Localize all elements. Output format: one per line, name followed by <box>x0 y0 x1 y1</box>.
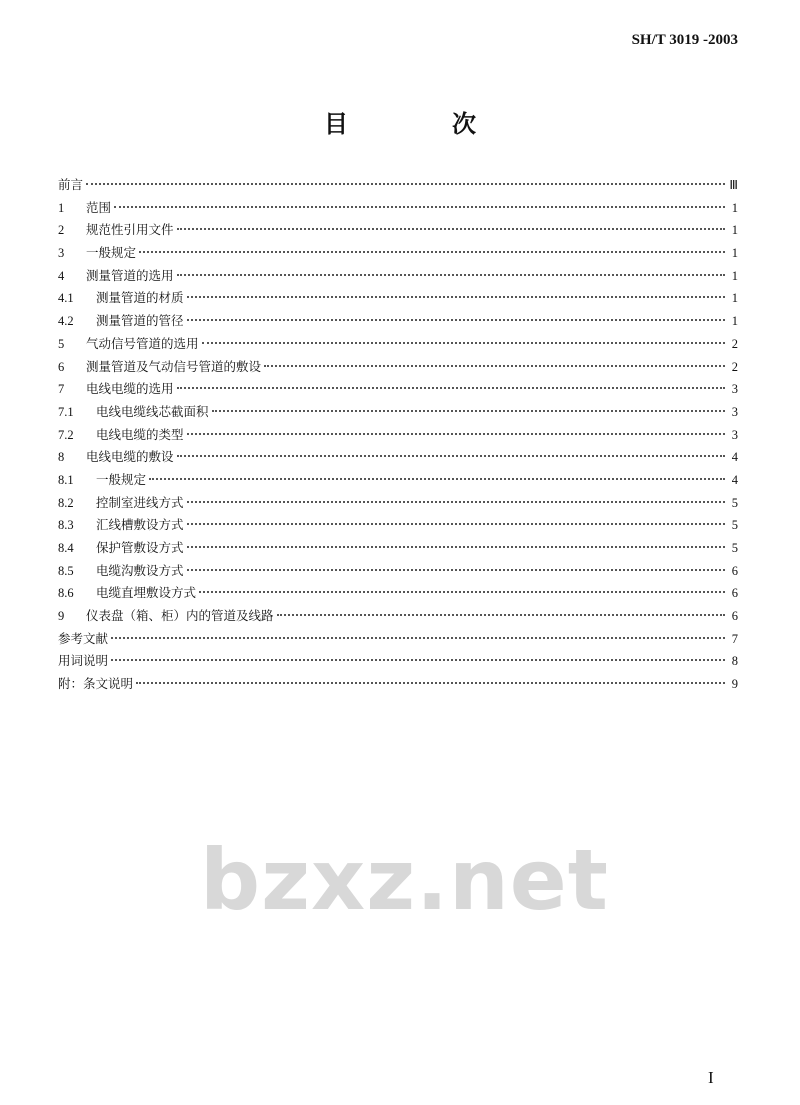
toc-page: 3 <box>731 427 738 442</box>
toc-entry[interactable] <box>58 515 738 538</box>
toc-label: 前言 <box>58 177 84 192</box>
toc-page: 3 <box>731 404 738 419</box>
toc-page: 5 <box>731 495 738 510</box>
leader-dots <box>199 591 725 593</box>
toc-number: 7.2 <box>58 427 74 442</box>
toc-number: 9 <box>58 609 65 624</box>
toc-entry[interactable] <box>58 402 738 425</box>
toc-number: 7.1 <box>58 404 74 419</box>
toc-label: 测量管道的材质 <box>96 290 184 306</box>
leader-dots <box>187 569 725 571</box>
toc-page: 4 <box>731 450 738 465</box>
toc-entry[interactable] <box>58 243 738 266</box>
toc-page: 5 <box>731 518 738 533</box>
watermark: bzxz.net <box>200 831 609 929</box>
leader-dots <box>149 478 725 480</box>
toc-entry[interactable] <box>58 538 738 561</box>
toc-number: 8.5 <box>58 563 74 578</box>
toc-entry[interactable] <box>58 334 738 357</box>
toc-entry[interactable] <box>58 425 738 448</box>
toc-label: 规范性引用文件 <box>86 222 174 238</box>
toc-page: 7 <box>731 631 738 646</box>
toc-label: 电线电缆的选用 <box>86 381 174 397</box>
toc-label: 电线电缆的类型 <box>96 426 184 442</box>
leader-dots <box>177 228 725 230</box>
leader-dots <box>187 501 725 503</box>
toc-number: 8.6 <box>58 586 74 601</box>
toc-page: 2 <box>731 336 738 351</box>
toc-label: 一般规定 <box>96 471 147 487</box>
toc-page: 1 <box>731 268 738 283</box>
toc-number: 6 <box>58 359 65 374</box>
toc-label: 控制室进线方式 <box>96 494 184 510</box>
toc-page: 4 <box>731 472 738 487</box>
page-title: 目 次 <box>324 109 516 138</box>
toc-entry[interactable] <box>58 606 738 629</box>
leader-dots <box>114 206 725 208</box>
toc-page: 2 <box>731 359 738 374</box>
toc-entry[interactable] <box>58 220 738 243</box>
toc-page: 1 <box>731 223 738 238</box>
toc-number: 3 <box>58 246 65 261</box>
leader-dots <box>139 251 725 253</box>
toc-page: 1 <box>731 200 738 215</box>
toc-label: 电线电缆线芯截面积 <box>96 403 209 419</box>
toc-entry[interactable] <box>58 674 738 697</box>
toc-number: 4.2 <box>58 314 74 329</box>
toc-entry[interactable] <box>58 288 738 311</box>
toc-label: 用词说明 <box>58 653 109 669</box>
toc-number: 4 <box>58 268 65 283</box>
toc-entry[interactable] <box>58 561 738 584</box>
leader-dots <box>277 614 725 616</box>
leader-dots <box>187 433 725 435</box>
toc-number: 8.2 <box>58 495 74 510</box>
toc-label: 附：条文说明 <box>58 676 134 692</box>
toc-number: 5 <box>58 336 65 351</box>
toc-label: 电缆沟敷设方式 <box>96 562 184 578</box>
toc-entry[interactable] <box>58 583 738 606</box>
leader-dots <box>111 637 725 639</box>
toc-page: 1 <box>731 291 738 306</box>
toc-page: 6 <box>731 563 738 578</box>
toc-entry[interactable] <box>58 651 738 674</box>
leader-dots <box>177 387 725 389</box>
toc-number: 1 <box>58 200 65 215</box>
leader-dots <box>187 523 725 525</box>
leader-dots <box>177 455 725 457</box>
toc-entry[interactable] <box>58 357 738 380</box>
leader-dots <box>136 682 725 684</box>
toc-number: 8 <box>58 450 65 465</box>
leader-dots <box>202 342 725 344</box>
toc-number: 8.1 <box>58 472 74 487</box>
toc-page: 5 <box>731 541 738 555</box>
leader-dots <box>86 183 725 185</box>
toc-label: 测量管道的管径 <box>96 313 184 329</box>
toc-number: 8.3 <box>58 518 74 533</box>
toc-entry[interactable] <box>58 175 738 198</box>
standard-number: SH/T 3019 -2003 <box>631 32 738 48</box>
toc-entry[interactable] <box>58 470 738 493</box>
toc-label: 测量管道及气动信号管道的敷设 <box>86 358 262 374</box>
toc-label: 气动信号管道的选用 <box>86 335 199 351</box>
toc-page: 6 <box>731 609 738 624</box>
toc-entry[interactable] <box>58 629 738 652</box>
toc-number: 4.1 <box>58 291 74 306</box>
toc-label: 范围 <box>86 199 112 215</box>
leader-dots <box>187 296 725 298</box>
leader-dots <box>111 659 725 661</box>
leader-dots <box>264 365 725 367</box>
toc-entry[interactable] <box>58 379 738 402</box>
toc-page: 6 <box>731 586 738 601</box>
toc-page: Ⅲ <box>729 178 738 192</box>
toc-label: 电线电缆的敷设 <box>86 449 174 465</box>
leader-dots <box>177 274 725 276</box>
leader-dots <box>212 410 725 412</box>
page-number: I <box>708 1068 714 1087</box>
toc-page: 3 <box>731 382 738 397</box>
toc-entry[interactable] <box>58 198 738 221</box>
toc-label: 保护管敷设方式 <box>96 540 184 555</box>
toc-page: 1 <box>731 314 738 329</box>
toc-entry[interactable] <box>58 493 738 516</box>
toc-label: 汇线槽敷设方式 <box>96 517 184 533</box>
toc-number: 8.4 <box>58 541 74 555</box>
toc-page: 8 <box>731 654 738 669</box>
toc-label: 仪表盘（箱、柜）内的管道及线路 <box>86 608 274 624</box>
toc-number: 2 <box>58 223 65 238</box>
leader-dots <box>187 546 725 548</box>
toc-entry[interactable] <box>58 266 738 289</box>
toc-page: 1 <box>731 246 738 261</box>
toc-entry[interactable] <box>58 447 738 470</box>
toc-label: 电缆直埋敷设方式 <box>96 585 197 601</box>
toc-label: 参考文献 <box>58 630 109 646</box>
toc-label: 一般规定 <box>86 245 137 261</box>
toc-number: 7 <box>58 382 65 397</box>
table-of-contents <box>58 175 738 697</box>
toc-page: 9 <box>731 677 738 692</box>
toc-entry[interactable] <box>58 311 738 334</box>
leader-dots <box>187 319 725 321</box>
toc-label: 测量管道的选用 <box>86 267 174 283</box>
